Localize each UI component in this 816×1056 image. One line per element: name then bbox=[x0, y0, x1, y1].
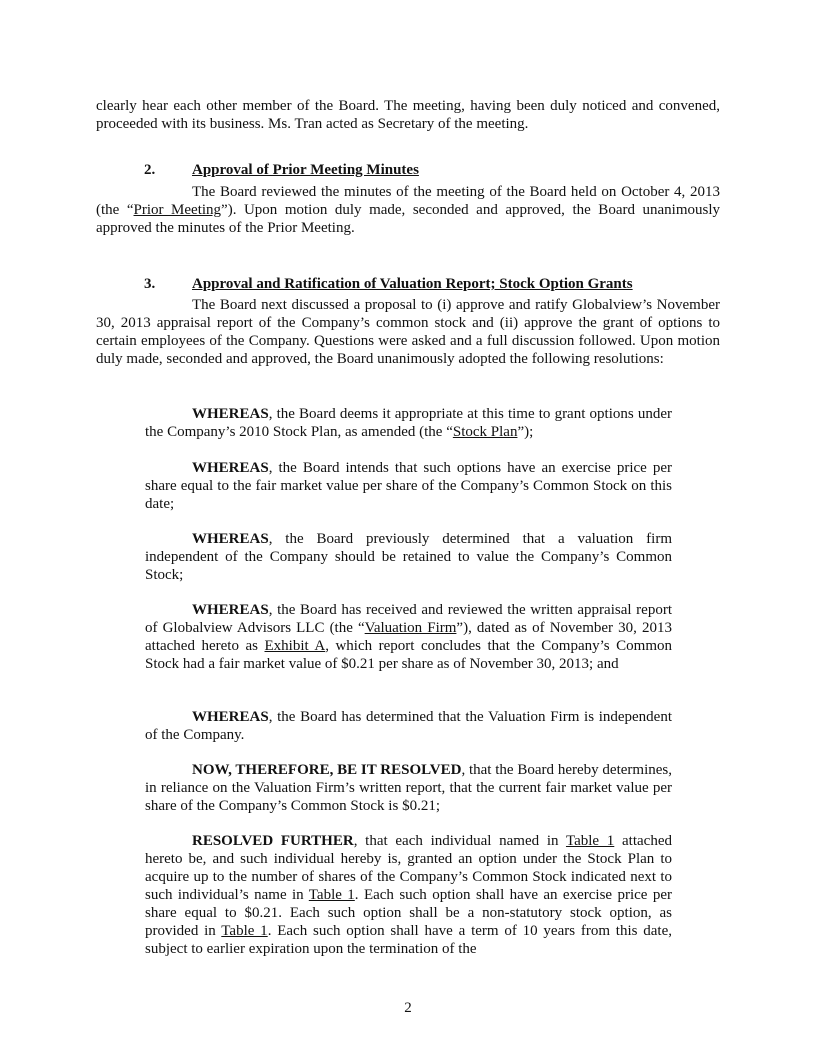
whereas-3-text: , the Board previously determined that a valuation firm independent of the Company should be retained to value the Company’s Common Stock; bbox=[145, 531, 672, 583]
exhibit-a-reference: Exhibit A bbox=[264, 638, 326, 654]
whereas-4-paragraph bbox=[145, 601, 672, 673]
section-3-number: 3. bbox=[144, 276, 156, 292]
whereas-4-text-a: , the Board has received and reviewed the written appraisal report of Globalview Advisors LLC (the “ bbox=[145, 602, 672, 636]
resolved-further-text-a: , that each individual named in bbox=[353, 833, 566, 849]
whereas-5 bbox=[145, 708, 672, 744]
resolved-further-text-c: . Each such option shall have an exercise price per share equal to $0.21. Each such option shall be a non-statutory stock option, as provided in bbox=[145, 887, 672, 939]
resolved-further-label: RESOLVED FURTHER bbox=[192, 833, 354, 849]
section-3-paragraph: The Board next discussed a proposal to (i) approve and ratify Globalview’s November 30, 2013 appraisal report of the Company’s common stock and (ii) approve the grant of options to certain employees of the Company. Questions were asked and a full discussion followed. Upon motion duly made, seconded and approved, the Board unanimously adopted the following resolutions: bbox=[96, 297, 720, 367]
page-number: 2 bbox=[404, 1000, 412, 1016]
whereas-label: WHEREAS bbox=[192, 602, 269, 618]
section-2-text-a: The Board reviewed the minutes of the meeting of the Board held on October 4, 2013 (the “ bbox=[96, 184, 720, 218]
prior-meeting-term: Prior Meeting bbox=[133, 202, 222, 218]
intro-text: clearly hear each other member of the Board. The meeting, having been duly noticed and convened, proceeded with its business. Ms. Tran acted as Secretary of the meeting. bbox=[96, 98, 720, 132]
stock-plan-term: Stock Plan bbox=[452, 424, 518, 440]
whereas-3-paragraph bbox=[145, 530, 672, 584]
now-therefore-text: , that the Board hereby determines, in reliance on the Valuation Firm’s written report, that the current fair market value per share of the Company’s Common Stock is $0.21; bbox=[145, 762, 672, 814]
whereas-1-paragraph bbox=[145, 405, 672, 441]
table-1-reference: Table 1 bbox=[308, 887, 355, 903]
valuation-firm-term: Valuation Firm bbox=[364, 620, 457, 636]
section-3-body bbox=[96, 296, 720, 368]
table-1-reference: Table 1 bbox=[565, 833, 615, 849]
whereas-2-paragraph bbox=[145, 459, 672, 513]
table-1-reference: Table 1 bbox=[221, 923, 268, 939]
section-2-paragraph bbox=[96, 183, 720, 237]
resolved-further-text-d: . Each such option shall have a term of 10 years from this date, subject to earlier expiration upon the termination of the bbox=[145, 923, 672, 957]
whereas-4 bbox=[145, 601, 672, 673]
whereas-5-text: , the Board has determined that the Valuation Firm is independent of the Company. bbox=[145, 709, 672, 743]
now-therefore-label: NOW, THEREFORE, BE IT RESOLVED bbox=[192, 762, 462, 778]
whereas-2-text: , the Board intends that such options have an exercise price per share equal to the fair market value per share of the Company’s Common Stock on this date; bbox=[145, 460, 672, 512]
intro-paragraph bbox=[96, 97, 720, 133]
whereas-label: WHEREAS bbox=[192, 460, 269, 476]
whereas-2 bbox=[145, 459, 672, 513]
now-therefore-paragraph bbox=[145, 761, 672, 815]
section-2-body bbox=[96, 183, 720, 237]
whereas-3 bbox=[145, 530, 672, 584]
section-2-text-b: ”). Upon motion duly made, seconded and approved, the Board unanimously approved the minutes of the Prior Meeting. bbox=[96, 202, 720, 236]
whereas-4-text-b: ”), dated as of November 30, 2013 attached hereto as bbox=[145, 620, 672, 654]
whereas-label: WHEREAS bbox=[192, 406, 269, 422]
whereas-5-paragraph bbox=[145, 708, 672, 744]
whereas-4-text-c: , which report concludes that the Company’s Common Stock had a fair market value of $0.21 per share as of November 30, 2013; and bbox=[145, 638, 672, 672]
resolved-further-paragraph bbox=[145, 832, 672, 958]
whereas-label: WHEREAS bbox=[192, 531, 269, 547]
section-2-number: 2. bbox=[144, 162, 156, 178]
resolved-further-text-b: attached hereto be, and such individual hereby is, granted an option under the Stock Plan to acquire up to the number of shares of the Company’s Common Stock indicated next to such individual’s name in bbox=[145, 833, 672, 903]
whereas-1 bbox=[145, 405, 672, 441]
whereas-label: WHEREAS bbox=[192, 709, 269, 725]
resolved-further bbox=[145, 832, 672, 958]
section-2-title: Approval of Prior Meeting Minutes bbox=[192, 162, 419, 178]
section-3-title: Approval and Ratification of Valuation Report; Stock Option Grants bbox=[192, 276, 633, 292]
whereas-1-text-a: , the Board deems it appropriate at this time to grant options under the Company’s 2010 Stock Plan, as amended (the “ bbox=[145, 406, 672, 440]
now-therefore-resolution bbox=[145, 761, 672, 815]
whereas-1-text-b: ”); bbox=[517, 424, 534, 440]
